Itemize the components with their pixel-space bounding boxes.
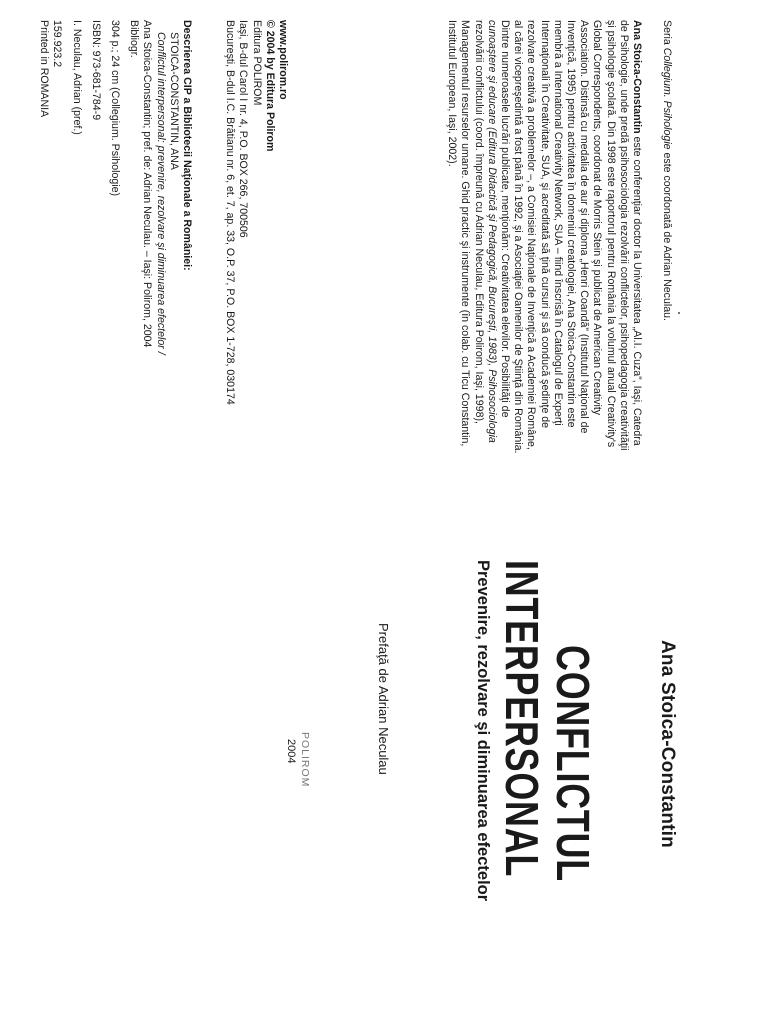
bio-line: Institutul European, Iaşi, 2002). <box>446 20 459 167</box>
cip-credit: Ana Stoica-Constantin; pref. de: Adrian Neculau. – Iaşi: Polirom, 2004 <box>141 20 154 348</box>
series-note <box>660 20 673 490</box>
bio-line: Managementul resurselor umane. Ghid practic şi instrumente (în colab. cu Ticu Constantin, <box>459 20 472 447</box>
publisher-website: www.polirom.ro <box>277 20 289 100</box>
bio-line: Ana Stoica-Constantin este conferenţiar doctor la Universitatea „Al.I. Cuza”, Iaşi, Catedra <box>631 20 643 446</box>
bio-line: rezolvării conflictului (coord. împreună cu Adrian Neculau, Editura Polirom, Iaşi, 1998), <box>472 20 485 424</box>
copyright-notice: © 2004 by Editura Polirom <box>263 20 276 152</box>
title-page <box>48 560 688 1000</box>
bio-line: Internaţionali în Creativitate, SUA, şi acreditată să ţină cursuri şi să conducă şedinţe de <box>538 20 551 429</box>
bio-line: Association. Distinsă cu medalia de aur şi diploma „Henri Coandă” (Institutul Naţional de <box>578 20 591 434</box>
series-note-prefix: Seria <box>661 20 673 48</box>
publication-year: 2004 <box>285 739 297 764</box>
printed-in: Printed in ROMANIA <box>38 20 51 118</box>
scan-speck <box>678 312 680 314</box>
bio-line: de Psihologie, unde predă psihosociologia rezolvării conflictelor, psihopedagogia creativităţii <box>617 20 630 451</box>
cip-physical: 304 p.; 24 cm (Collegium. Psihologie) <box>108 20 121 197</box>
bio-line: Dintre numeroasele lucrări publicate, menţionăm: Creativitatea elevilor. Posibilităţi de <box>498 20 511 418</box>
cip-isbn: ISBN: 973-681-784-9 <box>89 20 102 121</box>
author-bio <box>445 20 643 490</box>
cip-classification: 159.923.2 <box>51 20 64 68</box>
cip-bibliography: Bibliogr. <box>128 20 141 58</box>
series-note-suffix: este coordonată de Adrian Neculau. <box>661 149 673 321</box>
bio-line: cunoaştere şi educare (Editura Didactică şi Pedagogică, Bucureşti, 1983), Psihosociologia <box>485 20 498 443</box>
cip-block <box>37 20 193 490</box>
title-author: Ana Stoica-Constantin <box>657 640 678 848</box>
publisher-name: Editura POLIROM <box>250 20 263 106</box>
cip-added-entry: I. Neculau, Adrian (pref.) <box>70 20 83 135</box>
book-title-line-1: CONFLICTUL <box>547 645 599 882</box>
bio-line: rezolvare creativă a problemelor –, a Comisiei Naţionale de Invenţică a Academiei Române, <box>525 20 538 450</box>
cip-heading: Descrierea CIP a Bibliotecii Naţionale a României: <box>181 20 193 271</box>
bio-line: membră a International Creativity Network, SUA – fiind înscrisă în Catalogul de Experţi <box>551 20 564 426</box>
publisher-address-bucuresti: Bucureşti, B-dul I.C. Brătianu nr. 6, et. 7, ap. 33, O.P. 37, P.O. BOX 1-728, 030174 <box>224 20 237 405</box>
cip-title: Conflictul interpersonal: prevenire, rezolvare şi diminuarea efectelor / <box>154 32 167 355</box>
bio-line: şi psihologie şcolară. Din 1998 este raportorul pentru România la volumul anual Creativity's <box>604 20 617 448</box>
copyright-page <box>13 20 673 490</box>
book-subtitle: Prevenire, rezolvare şi diminuarea efectelor <box>474 560 492 902</box>
publisher-address-iasi: Iaşi, B-dul Carol I nr. 4, P.O. BOX 266, 700506 <box>237 20 250 238</box>
bio-line: Global Correspondents, coordonat de Morris Stein şi publicat de American Creativity <box>591 20 604 416</box>
publisher-logo: POLIROM <box>299 732 311 788</box>
bio-line: Invenţică, 1995) pentru activitatea în domeniul creatologiei, Ana Stoica-Constantin este <box>564 20 577 428</box>
preface-credit: Prefaţă de Adrian Neculau <box>376 623 391 775</box>
publisher-block <box>223 20 289 490</box>
book-title-line-2: INTERPERSONAL <box>496 560 548 878</box>
bio-author-name: Ana Stoica-Constantin <box>631 20 643 134</box>
cip-author-entry: STOICA-CONSTANTIN, ANA <box>167 32 180 170</box>
series-name: Collegium. Psihologie <box>661 47 673 150</box>
bio-line: al cărei vicepreşedintă a fost până în 1992, şi a Asociaţiei Oamenilor de Ştiinţă din România. <box>512 20 525 454</box>
